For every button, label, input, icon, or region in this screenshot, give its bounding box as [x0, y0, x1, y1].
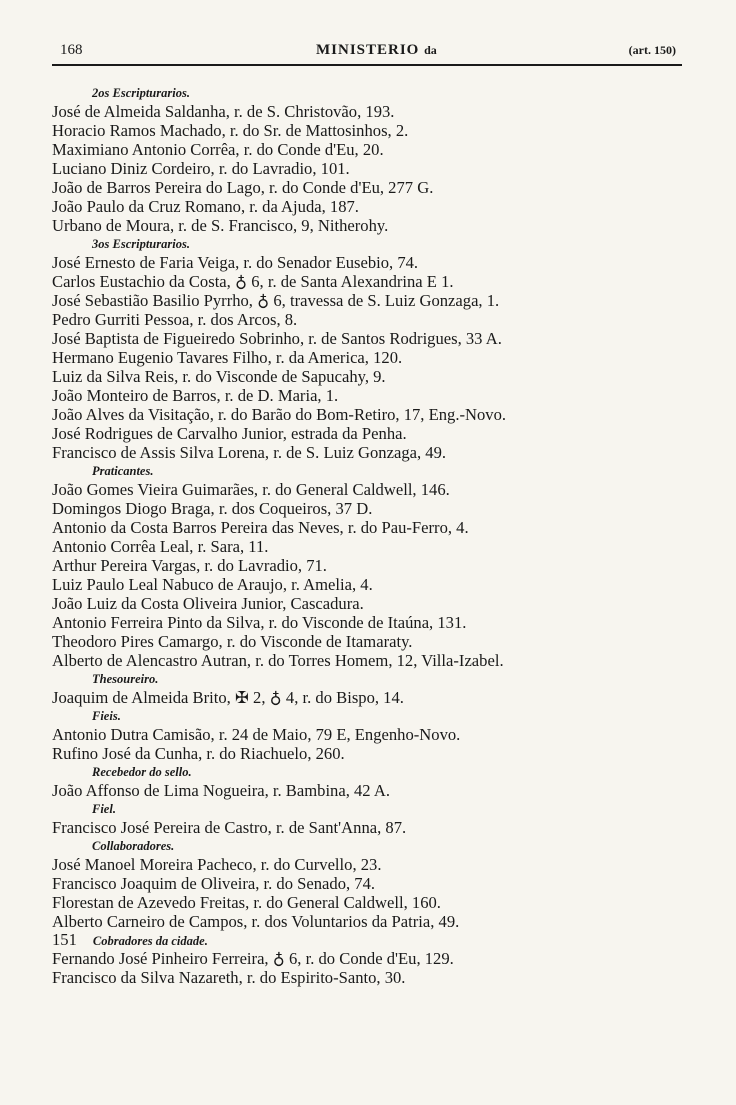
directory-listing — [52, 84, 692, 987]
directory-entry: Florestan de Azevedo Freitas, r. do General Caldwell, 160. — [52, 893, 441, 912]
page-number: 168 — [60, 42, 83, 58]
section-heading: 2os Escripturarios. — [92, 86, 190, 100]
running-title-main: MINISTERIO — [316, 42, 420, 58]
section-heading — [52, 931, 692, 949]
directory-entry: João Alves da Visitação, r. do Barão do Bom-Retiro, 17, Eng.-Novo. — [52, 405, 507, 424]
directory-entry: Alberto Carneiro de Campos, r. dos Voluntarios da Patria, 49. — [52, 912, 460, 931]
directory-entry: José Ernesto de Faria Veiga, r. do Senador Eusebio, 74. — [52, 253, 419, 272]
section-heading-text: Cobradores da cidade. — [92, 934, 208, 948]
section-heading: Fieis. — [92, 709, 121, 723]
directory-entry: Antonio da Costa Barros Pereira das Neves, r. do Pau-Ferro, 4. — [52, 518, 469, 537]
directory-entry: Arthur Pereira Vargas, r. do Lavradio, 71. — [52, 556, 327, 575]
directory-entry: Theodoro Pires Camargo, r. do Visconde de Itamaraty. — [52, 632, 413, 651]
section-heading: Thesoureiro. — [92, 672, 159, 686]
directory-entry: Francisco José Pereira de Castro, r. de Sant'Anna, 87. — [52, 818, 407, 837]
directory-entry: José Manoel Moreira Pacheco, r. do Curvello, 23. — [52, 855, 382, 874]
section-heading: Fiel. — [92, 802, 116, 816]
section-heading: Recebedor do sello. — [92, 765, 192, 779]
directory-entry: João Affonso de Lima Nogueira, r. Bambina, 42 A. — [52, 781, 390, 800]
directory-entry: Francisco de Assis Silva Lorena, r. de S. Luiz Gonzaga, 49. — [52, 443, 447, 462]
directory-entry: João Luiz da Costa Oliveira Junior, Cascadura. — [52, 594, 364, 613]
directory-entry: João Gomes Vieira Guimarães, r. do General Caldwell, 146. — [52, 480, 450, 499]
directory-entry: Antonio Dutra Camisão, r. 24 de Maio, 79 E, Engenho-Novo. — [52, 725, 461, 744]
directory-entry: Carlos Eustachio da Costa, ♁ 6, r. de Santa Alexandrina E 1. — [52, 272, 454, 291]
directory-entry: Domingos Diogo Braga, r. dos Coqueiros, 37 D. — [52, 499, 373, 518]
directory-entry: Joaquim de Almeida Brito, ✠ 2, ♁ 4, r. do Bispo, 14. — [52, 688, 404, 707]
running-title — [316, 42, 437, 59]
directory-entry: Francisco Joaquim de Oliveira, r. do Senado, 74. — [52, 874, 376, 893]
directory-entry: José de Almeida Saldanha, r. de S. Christovão, 193. — [52, 102, 395, 121]
directory-entry: Hermano Eugenio Tavares Filho, r. da America, 120. — [52, 348, 403, 367]
directory-entry: Fernando José Pinheiro Ferreira, ♁ 6, r. do Conde d'Eu, 129. — [52, 949, 454, 968]
directory-entry: Maximiano Antonio Corrêa, r. do Conde d'Eu, 20. — [52, 140, 384, 159]
directory-entry: Antonio Ferreira Pinto da Silva, r. do Visconde de Itaúna, 131. — [52, 613, 467, 632]
running-title-small: da — [424, 43, 437, 57]
directory-entry: Luiz da Silva Reis, r. do Visconde de Sapucahy, 9. — [52, 367, 386, 386]
section-heading: Collaboradores. — [92, 839, 175, 853]
directory-entry: Francisco da Silva Nazareth, r. do Espirito-Santo, 30. — [52, 968, 406, 987]
directory-entry: Antonio Corrêa Leal, r. Sara, 11. — [52, 537, 269, 556]
directory-entry: José Rodrigues de Carvalho Junior, estrada da Penha. — [52, 424, 407, 443]
directory-entry: Urbano de Moura, r. de S. Francisco, 9, Nitherohy. — [52, 216, 389, 235]
directory-entry: Horacio Ramos Machado, r. do Sr. de Mattosinhos, 2. — [52, 121, 409, 140]
section-number: 151 — [52, 930, 77, 949]
article-reference: (art. 150) — [628, 43, 676, 57]
directory-entry: Pedro Gurriti Pessoa, r. dos Arcos, 8. — [52, 310, 298, 329]
section-heading: 3os Escripturarios. — [92, 237, 190, 251]
section-heading: Praticantes. — [92, 464, 154, 478]
directory-entry: Alberto de Alencastro Autran, r. do Torres Homem, 12, Villa-Izabel. — [52, 651, 504, 670]
directory-entry: Luiz Paulo Leal Nabuco de Araujo, r. Amelia, 4. — [52, 575, 373, 594]
directory-entry: Luciano Diniz Cordeiro, r. do Lavradio, 101. — [52, 159, 350, 178]
directory-entry: João Paulo da Cruz Romano, r. da Ajuda, 187. — [52, 197, 359, 216]
directory-entry: João Monteiro de Barros, r. de D. Maria, 1. — [52, 386, 339, 405]
page-header — [52, 42, 682, 66]
directory-entry: José Sebastião Basilio Pyrrho, ♁ 6, travessa de S. Luiz Gonzaga, 1. — [52, 291, 500, 310]
directory-entry: João de Barros Pereira do Lago, r. do Conde d'Eu, 277 G. — [52, 178, 434, 197]
directory-entry: José Baptista de Figueiredo Sobrinho, r. de Santos Rodrigues, 33 A. — [52, 329, 502, 348]
directory-entry: Rufino José da Cunha, r. do Riachuelo, 260. — [52, 744, 345, 763]
